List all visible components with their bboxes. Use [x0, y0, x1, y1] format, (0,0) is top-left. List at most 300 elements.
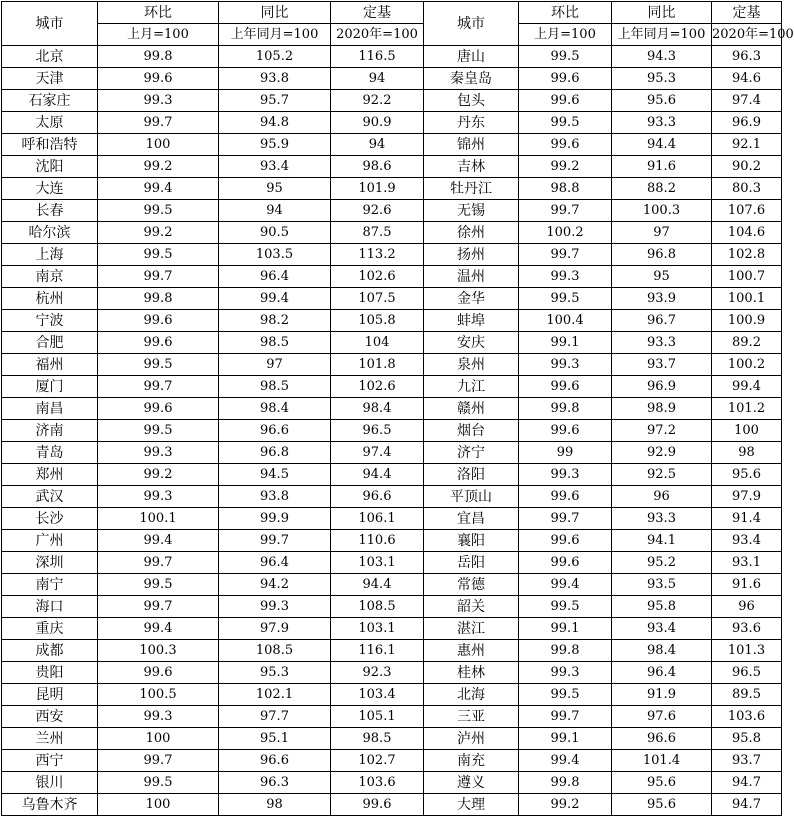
city-cell: 蚌埠 — [424, 310, 519, 332]
mom-value-cell: 99.2 — [98, 222, 219, 244]
city-cell: 吉林 — [424, 156, 519, 178]
city-cell: 大理 — [424, 794, 519, 816]
yoy-value-cell: 92.5 — [612, 464, 712, 486]
fixed-base-value-cell: 101.3 — [712, 640, 782, 662]
yoy-value-cell: 93.4 — [219, 156, 331, 178]
mom-value-cell: 99.7 — [519, 244, 612, 266]
mom-value-cell: 99.6 — [519, 420, 612, 442]
yoy-column-header: 同比 — [219, 2, 331, 24]
fixed-base-value-cell: 96.9 — [712, 112, 782, 134]
city-cell: 扬州 — [424, 244, 519, 266]
fixed-base-value-cell: 98.5 — [331, 728, 424, 750]
mom-value-cell: 99.4 — [98, 618, 219, 640]
yoy-value-cell: 93.8 — [219, 486, 331, 508]
yoy-value-cell: 101.4 — [612, 750, 712, 772]
yoy-value-cell: 94.3 — [612, 46, 712, 68]
table-row — [2, 200, 782, 222]
mom-value-cell: 99.5 — [98, 574, 219, 596]
table-row — [2, 288, 782, 310]
yoy-value-cell: 99.3 — [219, 596, 331, 618]
fixed-base-value-cell: 96 — [712, 596, 782, 618]
yoy-value-cell: 95.8 — [612, 596, 712, 618]
table-row — [2, 244, 782, 266]
fixed-base-value-cell: 95.6 — [712, 464, 782, 486]
fixed-base-value-cell: 116.5 — [331, 46, 424, 68]
yoy-value-cell: 95 — [219, 178, 331, 200]
yoy-value-cell: 93.3 — [612, 112, 712, 134]
yoy-value-cell: 98.2 — [219, 310, 331, 332]
city-cell: 武汉 — [2, 486, 98, 508]
yoy-base-label: 上年同月=100 — [612, 24, 712, 46]
fixed-base-value-cell: 108.5 — [331, 596, 424, 618]
fixed-base-value-cell: 87.5 — [331, 222, 424, 244]
table-row — [2, 398, 782, 420]
yoy-value-cell: 95.6 — [612, 794, 712, 816]
fixed-base-value-cell: 89.5 — [712, 684, 782, 706]
yoy-base-label: 上年同月=100 — [219, 24, 331, 46]
city-cell: 桂林 — [424, 662, 519, 684]
mom-value-cell: 99.6 — [98, 332, 219, 354]
city-cell: 济南 — [2, 420, 98, 442]
yoy-value-cell: 92.9 — [612, 442, 712, 464]
yoy-value-cell: 98 — [219, 794, 331, 816]
yoy-value-cell: 93.9 — [612, 288, 712, 310]
city-cell: 常德 — [424, 574, 519, 596]
yoy-value-cell: 95.3 — [612, 68, 712, 90]
yoy-value-cell: 93.4 — [612, 618, 712, 640]
fixed-base-value-cell: 103.4 — [331, 684, 424, 706]
yoy-value-cell: 95.6 — [612, 772, 712, 794]
city-cell: 牡丹江 — [424, 178, 519, 200]
fixed-base-value-cell: 93.6 — [712, 618, 782, 640]
mom-value-cell: 99.1 — [519, 332, 612, 354]
yoy-value-cell: 97.9 — [219, 618, 331, 640]
mom-value-cell: 99.7 — [98, 750, 219, 772]
city-cell: 南充 — [424, 750, 519, 772]
yoy-value-cell: 96 — [612, 486, 712, 508]
mom-value-cell: 99.4 — [519, 574, 612, 596]
fixed-base-value-cell: 102.6 — [331, 376, 424, 398]
fixed-base-value-cell: 96.5 — [331, 420, 424, 442]
table-row — [2, 442, 782, 464]
fixed-base-value-cell: 91.6 — [712, 574, 782, 596]
fixed-base-value-cell: 91.4 — [712, 508, 782, 530]
yoy-value-cell: 95 — [612, 266, 712, 288]
fixed-base-value-cell: 105.1 — [331, 706, 424, 728]
city-cell: 郑州 — [2, 464, 98, 486]
fixed-base-label: 2020年=100 — [331, 24, 424, 46]
city-cell: 成都 — [2, 640, 98, 662]
mom-value-cell: 99.7 — [519, 508, 612, 530]
mom-value-cell: 99.6 — [519, 552, 612, 574]
fixed-base-value-cell: 116.1 — [331, 640, 424, 662]
fixed-base-value-cell: 80.3 — [712, 178, 782, 200]
mom-value-cell: 99.5 — [98, 420, 219, 442]
fixed-base-value-cell: 103.1 — [331, 552, 424, 574]
fixed-base-value-cell: 100.9 — [712, 310, 782, 332]
fixed-base-value-cell: 89.2 — [712, 332, 782, 354]
fixed-base-value-cell: 100.2 — [712, 354, 782, 376]
yoy-value-cell: 99.4 — [219, 288, 331, 310]
city-cell: 丹东 — [424, 112, 519, 134]
yoy-value-cell: 96.4 — [612, 662, 712, 684]
fixed-base-value-cell: 93.7 — [712, 750, 782, 772]
table-row — [2, 464, 782, 486]
yoy-value-cell: 98.5 — [219, 332, 331, 354]
fixed-base-value-cell: 92.6 — [331, 200, 424, 222]
city-cell: 宁波 — [2, 310, 98, 332]
mom-value-cell: 99.5 — [98, 772, 219, 794]
mom-value-cell: 100 — [98, 794, 219, 816]
table-row — [2, 266, 782, 288]
yoy-value-cell: 95.7 — [219, 90, 331, 112]
price-index-table — [1, 1, 794, 816]
city-cell: 岳阳 — [424, 552, 519, 574]
city-cell: 赣州 — [424, 398, 519, 420]
table-row — [2, 552, 782, 574]
yoy-value-cell: 95.6 — [612, 90, 712, 112]
mom-value-cell: 99.5 — [519, 684, 612, 706]
yoy-value-cell: 98.4 — [219, 398, 331, 420]
table-row — [2, 222, 782, 244]
city-cell: 泸州 — [424, 728, 519, 750]
fixed-base-value-cell: 92.1 — [712, 134, 782, 156]
fixed-base-value-cell: 94 — [331, 134, 424, 156]
mom-value-cell: 100.3 — [98, 640, 219, 662]
mom-value-cell: 99.5 — [98, 244, 219, 266]
city-cell: 深圳 — [2, 552, 98, 574]
yoy-value-cell: 98.4 — [612, 640, 712, 662]
mom-value-cell: 99 — [519, 442, 612, 464]
table-row — [2, 90, 782, 112]
mom-value-cell: 99.7 — [519, 706, 612, 728]
yoy-value-cell: 96.8 — [612, 244, 712, 266]
yoy-value-cell: 96.4 — [219, 552, 331, 574]
city-cell: 无锡 — [424, 200, 519, 222]
mom-value-cell: 99.3 — [519, 464, 612, 486]
fixed-base-value-cell: 90.2 — [712, 156, 782, 178]
fixed-base-value-cell: 107.5 — [331, 288, 424, 310]
fixed-base-value-cell: 94.4 — [331, 464, 424, 486]
fixed-base-value-cell: 96.5 — [712, 662, 782, 684]
mom-value-cell: 99.7 — [98, 552, 219, 574]
mom-base-label: 上月=100 — [519, 24, 612, 46]
fixed-base-value-cell: 104 — [331, 332, 424, 354]
city-cell: 长沙 — [2, 508, 98, 530]
mom-value-cell: 99.2 — [98, 464, 219, 486]
mom-value-cell: 99.7 — [519, 200, 612, 222]
city-cell: 广州 — [2, 530, 98, 552]
yoy-value-cell: 108.5 — [219, 640, 331, 662]
city-cell: 西安 — [2, 706, 98, 728]
yoy-value-cell: 91.9 — [612, 684, 712, 706]
yoy-value-cell: 97 — [612, 222, 712, 244]
fixed-base-value-cell: 98 — [712, 442, 782, 464]
yoy-value-cell: 88.2 — [612, 178, 712, 200]
fixed-base-value-cell: 99.6 — [331, 794, 424, 816]
table-row — [2, 728, 782, 750]
fixed-base-value-cell: 98.4 — [331, 398, 424, 420]
mom-value-cell: 99.6 — [98, 68, 219, 90]
yoy-value-cell: 94.4 — [612, 134, 712, 156]
fixed-base-value-cell: 107.6 — [712, 200, 782, 222]
mom-value-cell: 99.5 — [519, 46, 612, 68]
mom-value-cell: 100 — [98, 728, 219, 750]
yoy-value-cell: 99.9 — [219, 508, 331, 530]
yoy-value-cell: 96.4 — [219, 266, 331, 288]
fixed-base-value-cell: 92.2 — [331, 90, 424, 112]
fixed-base-column-header: 定基 — [712, 2, 782, 24]
city-cell: 海口 — [2, 596, 98, 618]
city-cell: 包头 — [424, 90, 519, 112]
city-cell: 洛阳 — [424, 464, 519, 486]
city-cell: 湛江 — [424, 618, 519, 640]
header-row-sub — [2, 24, 782, 46]
table-row — [2, 794, 782, 816]
city-cell: 上海 — [2, 244, 98, 266]
mom-value-cell: 99.8 — [519, 398, 612, 420]
city-cell: 徐州 — [424, 222, 519, 244]
yoy-value-cell: 96.6 — [612, 728, 712, 750]
yoy-value-cell: 94 — [219, 200, 331, 222]
fixed-base-value-cell: 103.6 — [331, 772, 424, 794]
fixed-base-value-cell: 96.3 — [712, 46, 782, 68]
table-row — [2, 530, 782, 552]
fixed-base-value-cell: 95.8 — [712, 728, 782, 750]
mom-value-cell: 100.4 — [519, 310, 612, 332]
mom-value-cell: 99.5 — [519, 288, 612, 310]
mom-value-cell: 99.7 — [98, 266, 219, 288]
table-row — [2, 178, 782, 200]
mom-value-cell: 99.7 — [98, 596, 219, 618]
fixed-base-value-cell: 97.4 — [331, 442, 424, 464]
mom-column-header: 环比 — [98, 2, 219, 24]
table-row — [2, 420, 782, 442]
fixed-base-value-cell: 104.6 — [712, 222, 782, 244]
yoy-value-cell: 94.2 — [219, 574, 331, 596]
table-row — [2, 596, 782, 618]
city-cell: 北海 — [424, 684, 519, 706]
city-cell: 唐山 — [424, 46, 519, 68]
city-cell: 银川 — [2, 772, 98, 794]
city-cell: 乌鲁木齐 — [2, 794, 98, 816]
yoy-value-cell: 97.7 — [219, 706, 331, 728]
mom-column-header: 环比 — [519, 2, 612, 24]
city-column-header: 城市 — [424, 2, 519, 46]
yoy-value-cell: 96.7 — [612, 310, 712, 332]
city-cell: 泉州 — [424, 354, 519, 376]
fixed-base-value-cell: 97.9 — [712, 486, 782, 508]
fixed-base-value-cell: 92.3 — [331, 662, 424, 684]
city-cell: 秦皇岛 — [424, 68, 519, 90]
fixed-base-value-cell: 103.1 — [331, 618, 424, 640]
city-cell: 贵阳 — [2, 662, 98, 684]
table-row — [2, 134, 782, 156]
fixed-base-value-cell: 100.7 — [712, 266, 782, 288]
mom-value-cell: 99.4 — [519, 750, 612, 772]
mom-value-cell: 99.5 — [98, 354, 219, 376]
table-row — [2, 46, 782, 68]
table-row — [2, 332, 782, 354]
city-cell: 石家庄 — [2, 90, 98, 112]
mom-base-label: 上月=100 — [98, 24, 219, 46]
yoy-value-cell: 94.1 — [612, 530, 712, 552]
mom-value-cell: 99.6 — [98, 662, 219, 684]
yoy-value-cell: 99.7 — [219, 530, 331, 552]
table-row — [2, 640, 782, 662]
city-cell: 西宁 — [2, 750, 98, 772]
mom-value-cell: 99.1 — [519, 618, 612, 640]
city-cell: 青岛 — [2, 442, 98, 464]
table-row — [2, 68, 782, 90]
table-row — [2, 772, 782, 794]
fixed-base-value-cell: 94.7 — [712, 794, 782, 816]
mom-value-cell: 99.5 — [519, 112, 612, 134]
table-row — [2, 706, 782, 728]
mom-value-cell: 99.6 — [98, 398, 219, 420]
mom-value-cell: 99.3 — [98, 442, 219, 464]
mom-value-cell: 99.4 — [98, 530, 219, 552]
city-cell: 平顶山 — [424, 486, 519, 508]
yoy-value-cell: 103.5 — [219, 244, 331, 266]
yoy-value-cell: 95.1 — [219, 728, 331, 750]
fixed-base-label: 2020年=100 — [712, 24, 782, 46]
city-cell: 呼和浩特 — [2, 134, 98, 156]
table-row — [2, 376, 782, 398]
city-cell: 惠州 — [424, 640, 519, 662]
mom-value-cell: 100.1 — [98, 508, 219, 530]
yoy-value-cell: 94.5 — [219, 464, 331, 486]
city-cell: 南宁 — [2, 574, 98, 596]
city-cell: 九江 — [424, 376, 519, 398]
city-cell: 温州 — [424, 266, 519, 288]
yoy-value-cell: 93.3 — [612, 508, 712, 530]
city-cell: 安庆 — [424, 332, 519, 354]
fixed-base-value-cell: 103.6 — [712, 706, 782, 728]
fixed-base-value-cell: 99.4 — [712, 376, 782, 398]
fixed-base-value-cell: 106.1 — [331, 508, 424, 530]
city-cell: 南京 — [2, 266, 98, 288]
yoy-value-cell: 96.6 — [219, 750, 331, 772]
mom-value-cell: 100.2 — [519, 222, 612, 244]
table-row — [2, 750, 782, 772]
fixed-base-value-cell: 93.1 — [712, 552, 782, 574]
city-cell: 襄阳 — [424, 530, 519, 552]
yoy-value-cell: 96.3 — [219, 772, 331, 794]
yoy-value-cell: 100.3 — [612, 200, 712, 222]
yoy-column-header: 同比 — [612, 2, 712, 24]
mom-value-cell: 100.5 — [98, 684, 219, 706]
table-row — [2, 354, 782, 376]
yoy-value-cell: 95.3 — [219, 662, 331, 684]
city-cell: 锦州 — [424, 134, 519, 156]
fixed-base-value-cell: 102.8 — [712, 244, 782, 266]
fixed-base-value-cell: 110.6 — [331, 530, 424, 552]
fixed-base-value-cell: 94 — [331, 68, 424, 90]
yoy-value-cell: 96.8 — [219, 442, 331, 464]
fixed-base-value-cell: 100 — [712, 420, 782, 442]
mom-value-cell: 99.8 — [98, 288, 219, 310]
fixed-base-column-header: 定基 — [331, 2, 424, 24]
yoy-value-cell: 93.8 — [219, 68, 331, 90]
city-cell: 金华 — [424, 288, 519, 310]
city-cell: 福州 — [2, 354, 98, 376]
mom-value-cell: 99.4 — [98, 178, 219, 200]
fixed-base-value-cell: 97.4 — [712, 90, 782, 112]
mom-value-cell: 99.1 — [519, 728, 612, 750]
mom-value-cell: 99.8 — [519, 772, 612, 794]
fixed-base-value-cell: 101.9 — [331, 178, 424, 200]
table-row — [2, 684, 782, 706]
yoy-value-cell: 102.1 — [219, 684, 331, 706]
header-row-main — [2, 2, 782, 24]
yoy-value-cell: 90.5 — [219, 222, 331, 244]
fixed-base-value-cell: 101.2 — [712, 398, 782, 420]
table-row — [2, 618, 782, 640]
fixed-base-value-cell: 102.6 — [331, 266, 424, 288]
city-cell: 太原 — [2, 112, 98, 134]
table-row — [2, 662, 782, 684]
table-row — [2, 574, 782, 596]
mom-value-cell: 98.8 — [519, 178, 612, 200]
fixed-base-value-cell: 93.4 — [712, 530, 782, 552]
fixed-base-value-cell: 90.9 — [331, 112, 424, 134]
yoy-value-cell: 93.5 — [612, 574, 712, 596]
table-row — [2, 310, 782, 332]
fixed-base-value-cell: 96.6 — [331, 486, 424, 508]
yoy-value-cell: 93.3 — [612, 332, 712, 354]
mom-value-cell: 99.5 — [98, 200, 219, 222]
mom-value-cell: 99.2 — [98, 156, 219, 178]
mom-value-cell: 99.8 — [98, 46, 219, 68]
yoy-value-cell: 93.7 — [612, 354, 712, 376]
table-row — [2, 112, 782, 134]
city-cell: 韶关 — [424, 596, 519, 618]
yoy-value-cell: 94.8 — [219, 112, 331, 134]
city-cell: 大连 — [2, 178, 98, 200]
city-column-header: 城市 — [2, 2, 98, 46]
fixed-base-value-cell: 102.7 — [331, 750, 424, 772]
mom-value-cell: 99.6 — [519, 376, 612, 398]
yoy-value-cell: 96.9 — [612, 376, 712, 398]
fixed-base-value-cell: 100.1 — [712, 288, 782, 310]
mom-value-cell: 99.3 — [98, 90, 219, 112]
fixed-base-value-cell: 94.6 — [712, 68, 782, 90]
yoy-value-cell: 105.2 — [219, 46, 331, 68]
mom-value-cell: 99.6 — [519, 486, 612, 508]
mom-value-cell: 99.3 — [98, 486, 219, 508]
yoy-value-cell: 97.6 — [612, 706, 712, 728]
mom-value-cell: 99.7 — [98, 112, 219, 134]
mom-value-cell: 99.5 — [519, 596, 612, 618]
city-cell: 宜昌 — [424, 508, 519, 530]
city-cell: 三亚 — [424, 706, 519, 728]
fixed-base-value-cell: 113.2 — [331, 244, 424, 266]
yoy-value-cell: 91.6 — [612, 156, 712, 178]
city-cell: 哈尔滨 — [2, 222, 98, 244]
mom-value-cell: 99.7 — [98, 376, 219, 398]
city-cell: 遵义 — [424, 772, 519, 794]
yoy-value-cell: 95.2 — [612, 552, 712, 574]
yoy-value-cell: 95.9 — [219, 134, 331, 156]
city-cell: 重庆 — [2, 618, 98, 640]
mom-value-cell: 99.2 — [519, 794, 612, 816]
city-cell: 沈阳 — [2, 156, 98, 178]
city-cell: 北京 — [2, 46, 98, 68]
mom-value-cell: 99.3 — [519, 662, 612, 684]
city-cell: 南昌 — [2, 398, 98, 420]
fixed-base-value-cell: 94.4 — [331, 574, 424, 596]
